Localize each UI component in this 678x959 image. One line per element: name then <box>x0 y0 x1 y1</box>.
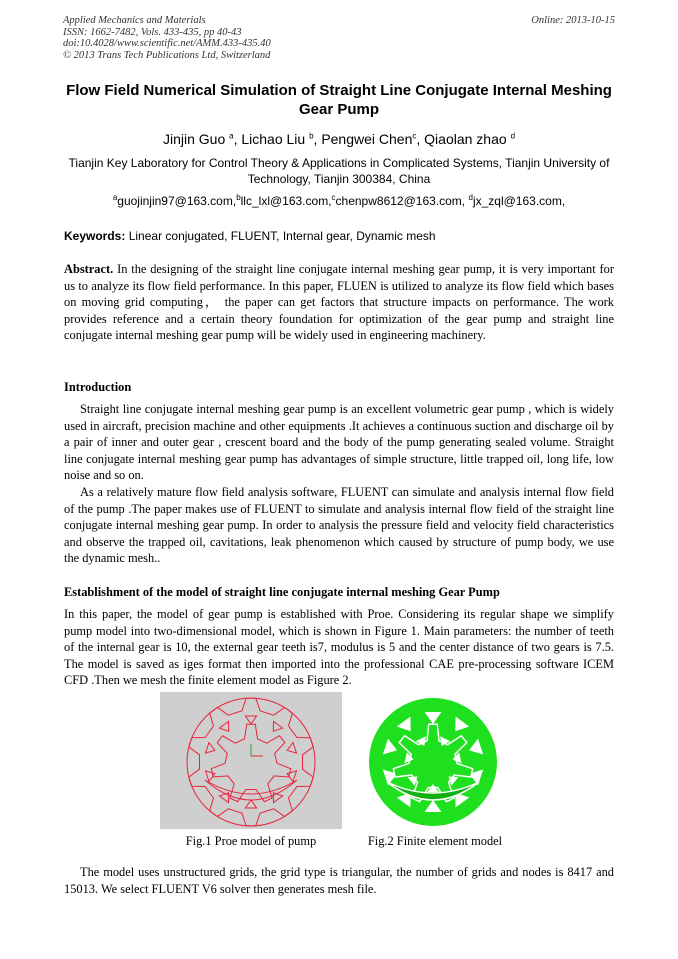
keyword: Dynamic mesh <box>356 229 436 243</box>
proe-model-drawing <box>160 692 342 829</box>
email-sup: a <box>112 193 118 202</box>
email-link[interactable]: llc_lxl@163.com, <box>240 194 332 208</box>
author-sup: b <box>309 131 314 141</box>
affiliation: Tianjin Key Laboratory for Control Theory & Applications in Complicated Systems, Tianjin University of Technology, Tianjin 300384, China <box>68 156 610 186</box>
author-name: Qiaolan zhao <box>424 131 507 147</box>
closing-paragraph: The model uses unstructured grids, the grid type is triangular, the number of grids and nodes is 8417 and 15013. We select FLUENT V6 solver then generates mesh file. <box>64 865 614 896</box>
paper-title: Flow Field Numerical Simulation of Straight Line Conjugate Internal Meshing Gear Pump <box>66 82 612 118</box>
journal-name: Applied Mechanics and Materials <box>63 15 206 26</box>
issn: ISSN: 1662-7482, Vols. 433-435, pp 40-43 <box>63 26 242 38</box>
author-sup: d <box>510 131 516 141</box>
intro-paragraph-2: As a relatively mature flow field analysis software, FLUENT can simulate and analysis internal flow field of the pump .The paper makes use of FLUENT to simulate and analysis internal flow field of the straight line conjugate internal meshing gear pump. In order to analysis the pressure field and velocity field characteristics and observe the trapped oil, cavitations, leak phenomenon which caused by structure of pump body, we use the dynamic mesh.. <box>64 485 614 566</box>
journal-header <box>63 15 615 61</box>
email-link[interactable]: chenpw8612@163.com, <box>335 194 466 208</box>
email-sup: c <box>331 193 336 202</box>
keywords-label: Keywords: <box>64 229 126 243</box>
section-heading-introduction: Introduction <box>64 380 132 394</box>
finite-element-drawing <box>347 692 519 829</box>
abstract-label: Abstract. <box>64 262 114 276</box>
email-link[interactable]: guojinjin97@163.com, <box>117 194 237 208</box>
email-sup: d <box>468 193 473 202</box>
author-name: Jinjin Guo <box>162 131 226 147</box>
figure-1-proe-model <box>160 692 342 829</box>
email-sup: b <box>236 193 241 202</box>
author-sup: c <box>412 131 417 141</box>
author-name: Lichao Liu <box>241 131 306 147</box>
figure-2-caption: Fig.2 Finite element model <box>367 834 503 848</box>
author-sup: a <box>229 131 234 141</box>
copyright: © 2013 Trans Tech Publications Ltd, Switzerland <box>63 49 271 61</box>
author-list: Jinjin Guo $^a$, Lichao Liu $^b$, Pengwei Chen$^c$, Qiaolan zhao $^d$ <box>162 131 516 147</box>
abstract <box>64 261 614 344</box>
intro-paragraph-1: Straight line conjugate internal meshing gear pump is an excellent volumetric gear pump , which is widely used in aircraft, precision machine and other equipments .It achieves a continuous suction and discharge oil by a pair of inner and outer gear , crescent board and the body of the pump generating sealed volume. Straight line conjugate internal meshing gear pump has advantages of simple structure, little trapped oil, long life, low noise and so on. <box>64 402 614 483</box>
online-date: Online: 2013-10-15 <box>531 15 615 26</box>
email-link[interactable]: jx_zql@163.com, <box>472 194 566 208</box>
keyword: FLUENT, <box>230 229 280 243</box>
keywords <box>64 228 614 244</box>
figure-1-caption: Fig.1 Proe model of pump <box>185 834 317 848</box>
abstract-text: In the designing of the straight line conjugate internal meshing gear pump, it is very important for us to analyze its flow field performance. In this paper, FLUEN is utilized to analyze its flow field which bases on moving grid computing， the paper can get factors that structure impacts on performance. The work provides reference and a certain theory foundation for optimization of the gear pump and straight line conjugate internal meshing gear pump will be widely used in engineering machinery. <box>64 262 614 343</box>
doi: doi:10.4028/www.scientific.net/AMM.433-435.40 <box>63 38 271 49</box>
keyword: Internal gear, <box>282 229 353 243</box>
model-paragraph-1: In this paper, the model of gear pump is established with Proe. Considering its regular shape we simplify pump model into two-dimensional model, which is shown in Figure 1. Main parameters: the number of teeth of the internal gear is 10, the external gear teeth is7, modulus is 5 and the center distance of two gears is 7.5. The model is saved as iges format then imported into the professional CAE pre-processing software ICEM CFD .Then we mesh the finite element model as Figure 2. <box>64 607 614 688</box>
author-name: Pengwei Chen <box>321 131 413 147</box>
email-list <box>64 193 614 209</box>
keyword: Linear conjugated, <box>128 229 228 243</box>
figure-2-finite-element-model <box>347 692 519 829</box>
section-heading-model: Establishment of the model of straight line conjugate internal meshing Gear Pump <box>64 585 500 599</box>
